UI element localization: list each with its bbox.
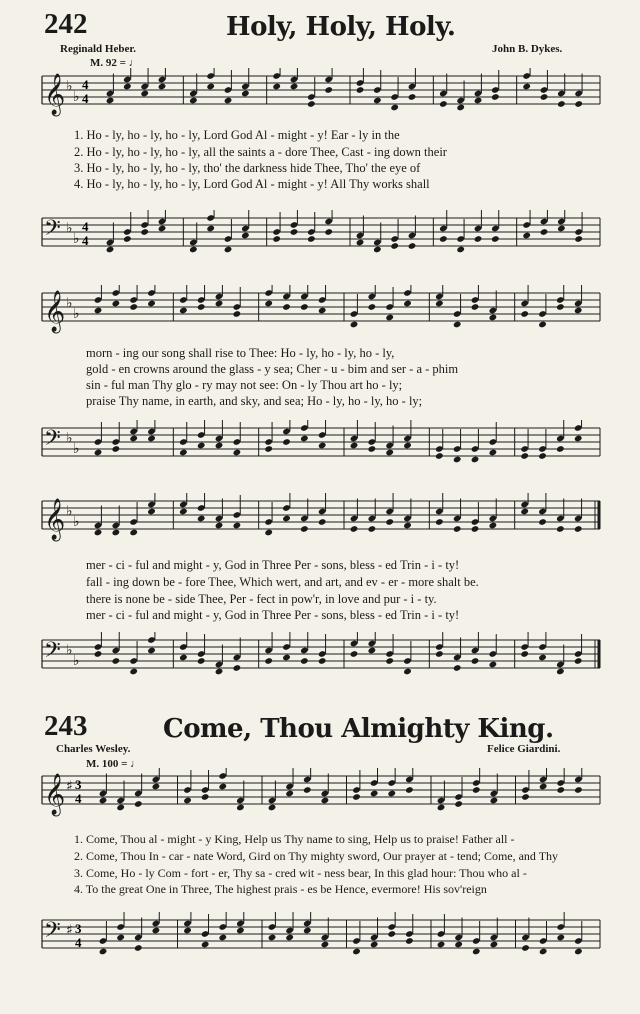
lyric-line: 4. Ho - ly, ho - ly, ho - ly, Lord God Al - might - y! All Thy works shall	[74, 177, 430, 191]
flat-icon: ♭	[73, 306, 80, 322]
flat-icon: ♭	[73, 231, 80, 247]
sharp-icon: ♯	[66, 778, 73, 795]
lyric-line: 2. Come, Thou In - car - nate Word, Gird on Thy mighty sword, Our prayer at - tend; Come, and Thy	[74, 849, 559, 863]
flat-icon: ♭	[73, 441, 80, 457]
flat-icon: ♭	[66, 642, 73, 659]
lyric-line: there is none be - side Thee, Per - fect in pow'r, in love and pur - i - ty.	[86, 592, 437, 606]
flat-icon: ♭	[73, 89, 80, 105]
music-credit: John B. Dykes.	[492, 43, 563, 55]
bass-clef-icon: 𝄢	[44, 426, 61, 456]
lyric-line: 3. Ho - ly, ho - ly, ho - ly, tho' the darkness hide Thee, Tho' the eye of	[74, 161, 421, 175]
lyric-line: praise Thy name, in earth, and sky, and sea; Ho - ly, ho - ly, ho - ly;	[86, 394, 423, 408]
bass-staff	[0, 632, 640, 682]
treble-staff	[0, 285, 640, 335]
sharp-icon: ♯	[66, 922, 73, 939]
lyric-line: sin - ful man Thy glo - ry may not see: On - ly Thou art ho - ly;	[86, 378, 403, 392]
bass-clef-icon: 𝄢	[44, 918, 61, 948]
flat-icon: ♭	[73, 653, 80, 669]
bass-clef-icon: 𝄢	[44, 638, 61, 668]
lyric-line: mer - ci - ful and might - y, God in Three Per - sons, bless - ed Trin - i - ty!	[86, 558, 460, 572]
words-credit: Charles Wesley.	[56, 743, 131, 755]
words-credit: Reginald Heber.	[60, 43, 136, 55]
lyric-line: fall - ing down be - fore Thee, Which wert, and art, and ev - er - more shalt be.	[86, 575, 479, 589]
treble-staff	[0, 768, 640, 818]
hymn-number: 243	[44, 710, 88, 742]
svg-text:4: 4	[82, 219, 89, 234]
svg-text:4: 4	[82, 233, 89, 248]
tempo-marking: M. 92 = ♩	[90, 57, 140, 69]
bass-staff	[0, 210, 640, 260]
lyric-line: morn - ing our song shall rise to Thee: Ho - ly, ho - ly, ho - ly,	[86, 346, 395, 360]
hymn-title: Holy, Holy, Holy.	[226, 12, 456, 42]
lyric-line: 2. Ho - ly, ho - ly, ho - ly, all the saints a - dore Thee, Cast - ing down their	[74, 145, 447, 159]
flat-icon: ♭	[66, 503, 73, 520]
treble-clef-icon: 𝄞	[44, 774, 66, 815]
flat-icon: ♭	[66, 78, 73, 95]
lyric-line: mer - ci - ful and might - y, God in Three Per - sons, bless - ed Trin - i - ty!	[86, 608, 460, 622]
flat-icon: ♭	[66, 430, 73, 447]
lyric-line: 3. Come, Ho - ly Com - fort - er, Thy sa - cred wit - ness bear, In this glad hour: Thou who al -	[74, 866, 527, 880]
svg-text:3: 3	[75, 777, 82, 792]
bass-staff	[0, 420, 640, 470]
treble-clef-icon: 𝄞	[44, 74, 66, 115]
hymn-title: Come, Thou Almighty King.	[163, 714, 554, 744]
svg-text:4: 4	[82, 77, 89, 92]
flat-icon: ♭	[73, 514, 80, 530]
svg-text:3: 3	[75, 921, 82, 936]
svg-text:4: 4	[75, 791, 82, 806]
lyric-line: 1. Ho - ly, ho - ly, ho - ly, Lord God Al - might - y! Ear - ly in the	[74, 128, 400, 142]
treble-clef-icon: 𝄞	[44, 291, 66, 332]
lyric-line: 1. Come, Thou al - might - y King, Help us Thy name to sing, Help us to praise! Father all -	[74, 832, 515, 846]
svg-text:4: 4	[75, 935, 82, 950]
music-credit: Felice Giardini.	[487, 743, 561, 755]
treble-staff	[0, 493, 640, 543]
lyric-line: gold - en crowns around the glass - y sea; Cher - u - bim and ser - a - phim	[86, 362, 459, 376]
hymn-number: 242	[44, 8, 88, 40]
treble-clef-icon: 𝄞	[44, 499, 66, 540]
lyric-line: 4. To the great One in Three, The highest prais - es be Hence, evermore! His sov'reign	[74, 882, 487, 896]
svg-text:4: 4	[82, 91, 89, 106]
flat-icon: ♭	[66, 220, 73, 237]
bass-clef-icon: 𝄢	[44, 216, 61, 246]
tempo-marking: M. 100 = ♩	[86, 758, 142, 770]
treble-staff	[0, 68, 640, 118]
bass-staff	[0, 912, 640, 962]
flat-icon: ♭	[66, 295, 73, 312]
